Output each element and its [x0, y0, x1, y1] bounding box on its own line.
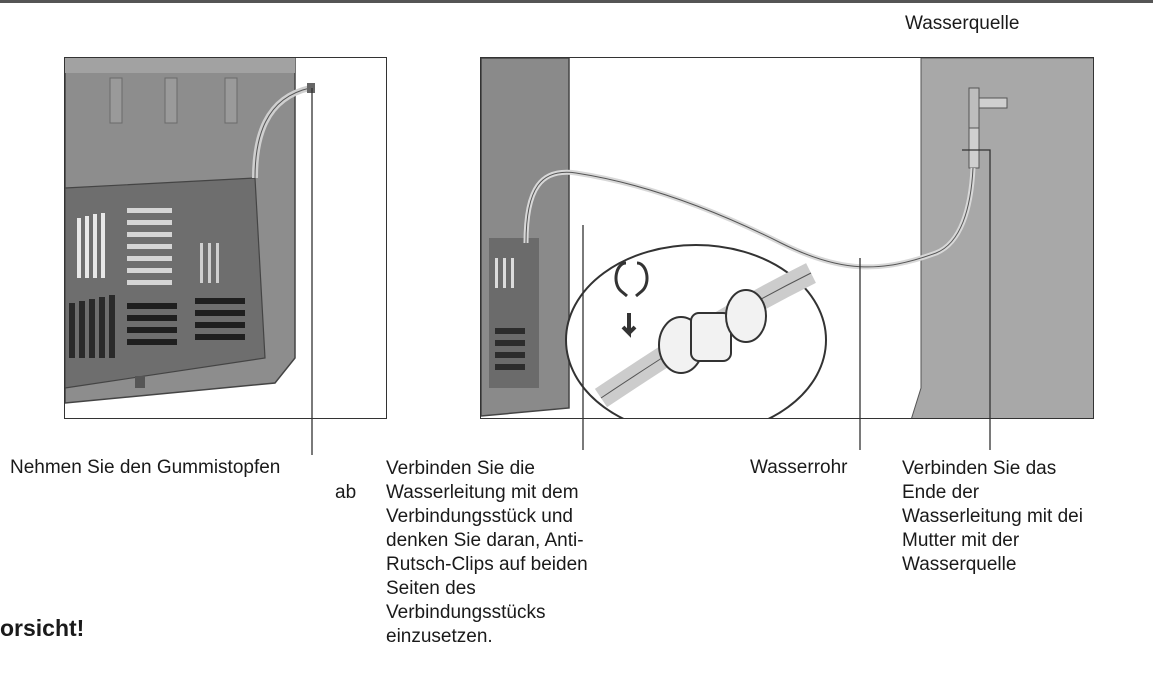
- label-line: Seiten des: [386, 578, 476, 599]
- label-line: Verbindungsstück und: [386, 506, 573, 527]
- label-line: denken Sie daran, Anti-: [386, 530, 584, 551]
- label-line: Wasserleitung mit dem: [386, 482, 579, 503]
- label-connect-pipe: [386, 457, 588, 649]
- label-line: Wasserleitung mit dei: [902, 506, 1083, 527]
- label-line: Mutter mit der: [902, 530, 1020, 551]
- label-line: Rutsch-Clips auf beiden: [386, 554, 588, 575]
- label-line: Verbinden Sie die: [386, 458, 535, 479]
- label-water-source: Wasserquelle: [905, 13, 1020, 34]
- label-remove-plug-line2: ab: [335, 482, 357, 503]
- label-line: Wasserquelle: [902, 554, 1017, 575]
- caution-heading: orsicht!: [0, 615, 85, 641]
- label-line: einzusetzen.: [386, 626, 493, 647]
- label-water-pipe: Wasserrohr: [750, 457, 848, 478]
- label-line: Ende der: [902, 482, 980, 503]
- label-remove-plug-line1: Nehmen Sie den Gummistopfen: [10, 457, 281, 478]
- label-connect-end: [902, 457, 1083, 577]
- label-line: Verbindungsstücks: [386, 602, 546, 623]
- label-line: Verbinden Sie das: [902, 458, 1057, 479]
